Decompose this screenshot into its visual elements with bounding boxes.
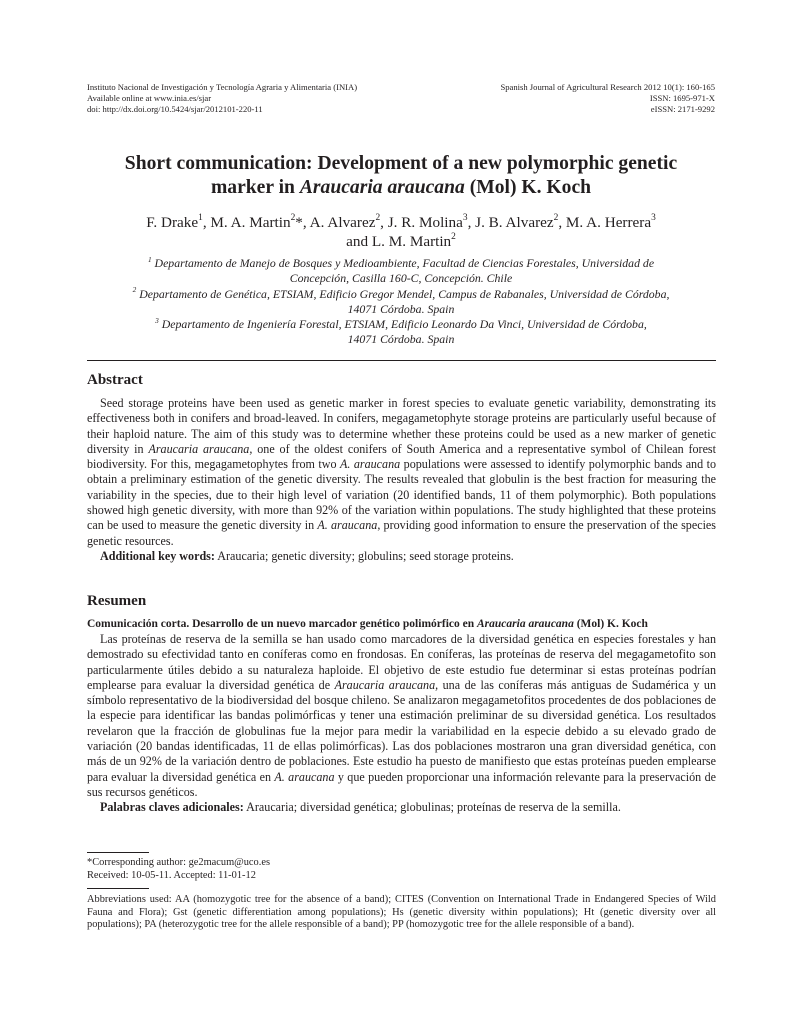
issn-line: ISSN: 1695-971-X bbox=[649, 93, 715, 103]
resumen-keywords: Palabras claves adicionales: Araucaria; diversidad genética; globulinas; proteínas de reserva de la semilla. bbox=[100, 800, 621, 815]
abstract-body bbox=[87, 396, 716, 564]
corresponding-author: *Corresponding author: ge2macum@uco.es bbox=[87, 857, 270, 868]
author: J. R. Molina$^3$, bbox=[387, 213, 476, 231]
footnote-divider bbox=[87, 852, 149, 853]
resumen-paragraph: Las proteínas de reserva de la semilla se han usado como marcadores de la diversidad genética en especies forestales y han demostrado su efectividad tanto en coníferas como en frondosas. En coníferas, las proteínas de reserva del megagametofito son particularmente útiles debido a su naturaleza haploide. El objetivo de este estudio fue determinar si estas proteínas podrían emplearse para evaluar la diversidad genética de Araucaria araucana, una de las coníferas más antiguas de Sudamérica y un símbolo representativo de la biodiversidad del bosque chileno. Se analizaron megagametofitos procedentes de dos poblaciones de la especie para identificar las bandas polimórficas y tener una estimación preliminar de su diversidad genética. Los resultados revelaron que la fracción de globulinas fue la mejor para medir la variabilidad en la especie debido a su elevado grado de variación (20 bandas identificadas, 11 de ellas polimórficas). Las dos poblaciones mostraron una gran diversidad genética, con más de un 92% de la variación dentro de poblaciones. Este estudio ha puesto de manifiesto que estas proteínas pueden emplearse para evaluar la diversidad genética en A. araucana y que pueden proporcionar una información relevante para la preservación de sus recursos genéticos. bbox=[87, 632, 716, 799]
title-line-1: Short communication: Development of a new polymorphic genetic bbox=[124, 153, 678, 174]
publisher-line: Instituto Nacional de Investigación y Tecnología Agraria y Alimentaria (INIA) bbox=[87, 82, 358, 92]
affiliations bbox=[70, 256, 732, 348]
doi-line: doi: http://dx.doi.org/10.5424/sjar/2012101-220-11 bbox=[87, 104, 263, 114]
abstract-keywords: Additional key words: Araucaria; genetic diversity; globulins; seed storage proteins. bbox=[100, 548, 514, 563]
footnote-abbreviations: Abbreviations used: AA (homozygotic tree for the absence of a band); CITES (Convention on International Trade in Endangered Species of Wild Fauna and Flora); Gst (genetic differentiation among populations); Hs (genetic diversity within populations); Ht (genetic diversity over all populations); PA (heterozygotic tree for the allele responsible of a band); PP (homozygotic tree for the allele responsible of a band). bbox=[87, 894, 716, 931]
title-species: Araucaria araucana bbox=[299, 177, 465, 198]
resumen-heading: Resumen bbox=[87, 593, 147, 609]
author: F. Drake$^1$, bbox=[146, 213, 211, 231]
title-text: marker in bbox=[210, 177, 300, 198]
journal-header-left bbox=[87, 82, 357, 115]
author-line-2 bbox=[60, 232, 742, 251]
author: and L. M. Martin$^2$ bbox=[346, 232, 456, 250]
title-line-2 bbox=[60, 176, 742, 200]
affiliation: $^3$ Departamento de Ingeniería Forestal, ETSIAM, Edificio Leonardo Da Vinci, Universidad de Córdoba, 14071 Córdoba. Spain bbox=[155, 315, 647, 347]
section-divider bbox=[87, 360, 716, 361]
author: M. A. Martin$^2$*, bbox=[210, 213, 310, 231]
affiliation: $^2$ Departamento de Genética, ETSIAM, Edificio Gregor Mendel, Campus de Rabanales, Universidad de Córdoba, 14071 Córdoba. Spain bbox=[132, 285, 670, 316]
resumen-body bbox=[87, 617, 716, 816]
resumen-subtitle: Comunicación corta. Desarrollo de un nuevo marcador genético polimórfico en Araucaria araucana (Mol) K. Koch bbox=[87, 618, 648, 630]
journal-header-right bbox=[500, 82, 715, 115]
footnote-correspondence bbox=[87, 857, 716, 882]
journal-citation: Spanish Journal of Agricultural Research 2012 10(1): 160-165 bbox=[500, 82, 715, 92]
availability-line: Available online at www.inia.es/sjar bbox=[87, 93, 212, 103]
author: A. Alvarez$^2$, bbox=[309, 213, 388, 231]
author-line-1 bbox=[60, 213, 742, 232]
affiliation: $^1$ Departamento de Manejo de Bosques y Medioambiente, Facultad de Ciencias Forestales, Universidad de Concepción, Casilla 160-C, Concepción. Chile bbox=[147, 254, 655, 286]
received-dates: Received: 10-05-11. Accepted: 11-01-12 bbox=[87, 869, 256, 881]
article-title bbox=[60, 152, 742, 200]
title-text: (Mol) K. Koch bbox=[464, 177, 592, 198]
eissn-line: eISSN: 2171-9292 bbox=[650, 104, 715, 114]
footnote-divider bbox=[87, 888, 149, 889]
abstract-heading: Abstract bbox=[87, 372, 143, 388]
abstract-paragraph: Seed storage proteins have been used as genetic marker in forest species to evaluate genetic variability, demonstrating its effectiveness both in conifers and broad-leaved. In conifers, megagametophyte storage proteins are particularly useful because of their haploid nature. The aim of this study was to determine whether these proteins could be used as a new marker of genetic diversity in Araucaria araucana, one of the oldest conifers of South America and a representative symbol of Chilean forest biodiversity. For this, megagametophytes from two A. araucana populations were assessed to identify polymorphic bands and to obtain a preliminary estimation of the genetic diversity. The results revealed that globulin is the best fraction for measuring the variability in the species, due to their high level of variation (20 identified bands, 11 of them polymorphic). Both populations showed high genetic diversity, with more than 92% of the variation within populations. The study highlighted that these proteins can be used to measure the genetic diversity in A. araucana, providing good information to ensure the preservation of the species genetic resources. bbox=[87, 396, 717, 548]
author: J. B. Alvarez$^2$, bbox=[475, 213, 566, 231]
author-list bbox=[60, 213, 742, 251]
author: M. A. Herrera$^3$ bbox=[565, 213, 656, 231]
